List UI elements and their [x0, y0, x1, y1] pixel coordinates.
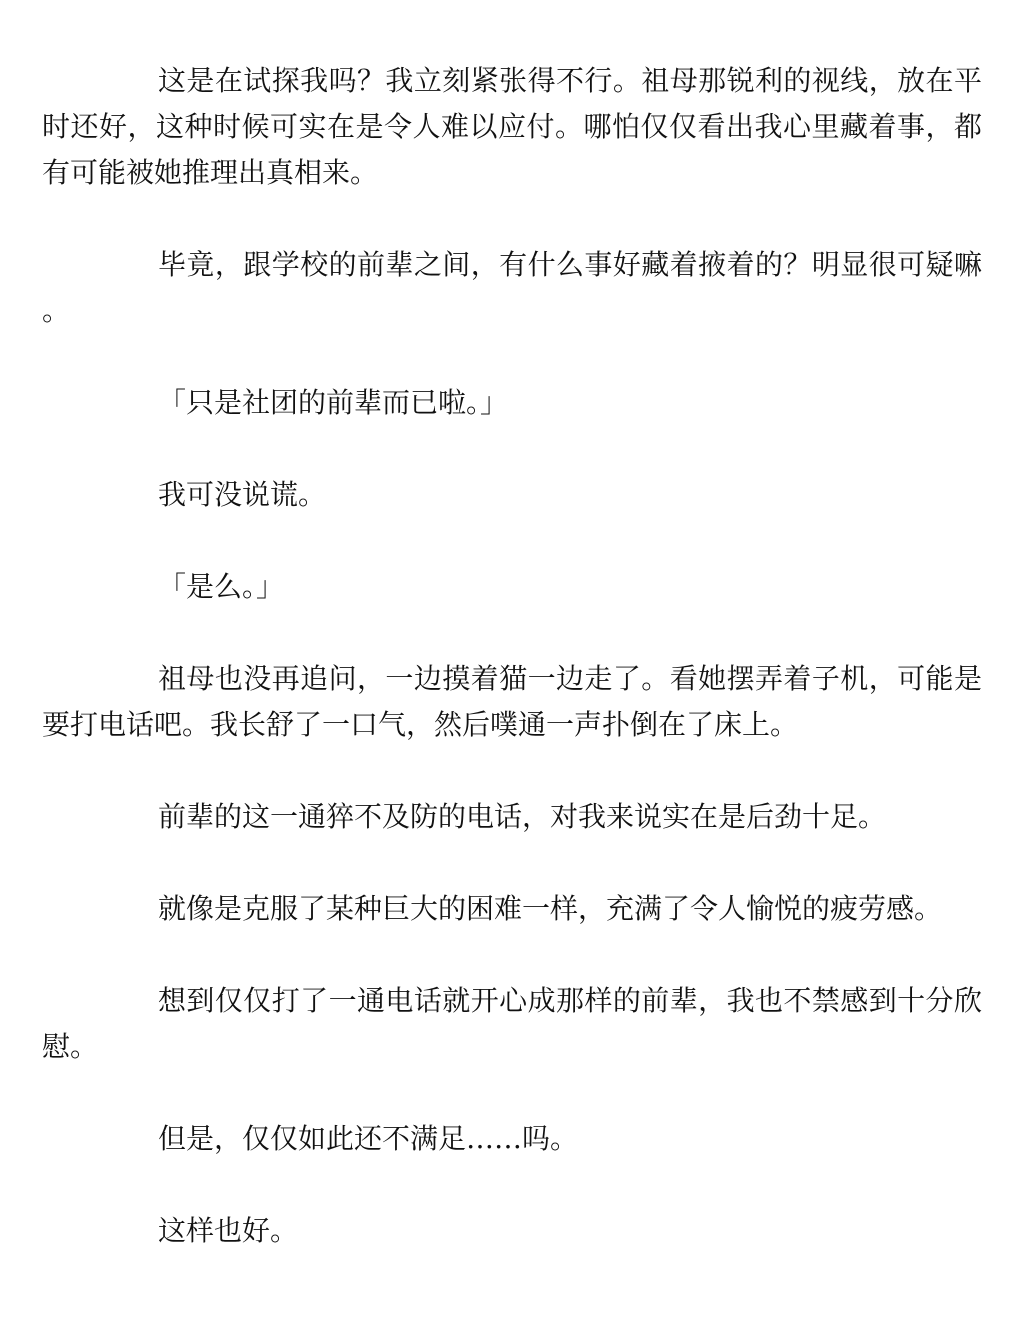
paragraph: 毕竟，跟学校的前辈之间，有什么事好藏着掖着的？明显很可疑嘛。 — [42, 248, 982, 327]
paragraph: 「只是社团的前辈而已啦。」 — [158, 386, 509, 419]
document-page — [42, 58, 982, 1300]
paragraph: 「是么。」 — [158, 570, 285, 603]
paragraph: 就像是克服了某种巨大的困难一样，充满了令人愉悦的疲劳感。 — [158, 892, 943, 925]
paragraph: 祖母也没再追问，一边摸着猫一边走了。看她摆弄着子机，可能是要打电话吧。我长舒了一口气，然后噗通一声扑倒在了床上。 — [42, 662, 982, 741]
paragraph: 但是，仅仅如此还不满足……吗。 — [158, 1122, 579, 1155]
paragraph: 前辈的这一通猝不及防的电话，对我来说实在是后劲十足。 — [158, 800, 887, 833]
paragraph: 我可没说谎。 — [158, 478, 327, 511]
paragraph: 这样也好。 — [158, 1214, 299, 1247]
paragraph: 想到仅仅打了一通电话就开心成那样的前辈，我也不禁感到十分欣慰。 — [42, 984, 982, 1063]
paragraph: 这是在试探我吗？我立刻紧张得不行。祖母那锐利的视线，放在平时还好，这种时候可实在是令人难以应付。哪怕仅仅看出我心里藏着事，都有可能被她推理出真相来。 — [42, 64, 982, 189]
